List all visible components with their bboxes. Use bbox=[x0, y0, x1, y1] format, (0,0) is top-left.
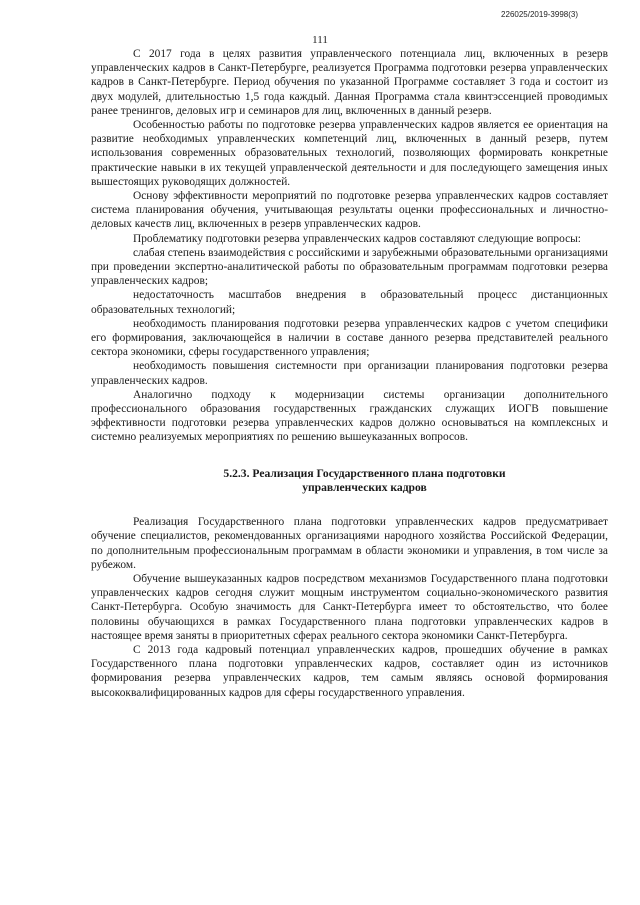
section-heading-line-2: управленческих кадров bbox=[302, 480, 427, 494]
list-item: недостаточность масштабов внедрения в образовательный процесс дистанционных образовательных технологий; bbox=[91, 289, 608, 316]
paragraph: Обучение вышеуказанных кадров посредством механизмов Государственного плана подготовки управленческих кадров сегодня служит мощным инструментом социально-экономического развития Санкт-Петербурга. Особую значимость для Санкт-Петербурга имеет то обстоятельство, что более половины обучающихся в рамках Государственного плана подготовки управленческих кадров в настоящее время заняты в приоритетных сферах реального сектора экономики Санкт-Петербурга. bbox=[91, 572, 608, 642]
paragraph: Реализация Государственного плана подготовки управленческих кадров предусматривает обучение специалистов, рекомендованных организациями народного хозяйства Российской Федерации, по дополнительным профессиональным программам в области экономики и управления, в том числе за рубежом. bbox=[91, 516, 608, 571]
paragraph: С 2013 года кадровый потенциал управленческих кадров, прошедших обучение в рамках Государственного плана подготовки управленческих кадров, составляет один из источников формирования резерва управленческих кадров, тем самым являясь основой формирования высококвалифицированных кадров для сферы государственного управления. bbox=[91, 643, 608, 699]
paragraph: Основу эффективности мероприятий по подготовке резерва управленческих кадров составляет система планирования обучения, учитывающая результаты оценки профессиональных и личностно-деловых качеств лиц, включенных в резерв управленческих кадров. bbox=[91, 190, 608, 231]
page-number: 111 bbox=[312, 34, 328, 46]
paragraph: Особенностью работы по подготовке резерва управленческих кадров является ее ориентация на развитие необходимых управленческих компетенций лиц, включенных в данный резерв, путем использования современных образовательных технологий, позволяющих формировать конкретные практические навыки в их текущей управленческой деятельности и для последующего замещения иных вышестоящих руководящих должностей. bbox=[91, 119, 608, 188]
list-item: слабая степень взаимодействия с российскими и зарубежными образовательными организациями при проведении экспертно-аналитической работы по образовательным программам подготовки резерва управленческих кадров; bbox=[91, 246, 608, 288]
document-body bbox=[91, 47, 608, 700]
section-heading bbox=[91, 467, 608, 495]
paragraph: Проблематику подготовки резерва управленческих кадров составляют следующие вопросы: bbox=[133, 232, 581, 245]
section-heading-line-1: 5.2.3. Реализация Государственного плана подготовки bbox=[223, 466, 506, 480]
paragraph: С 2017 года в целях развития управленческого потенциала лиц, включенных в резерв управленческих кадров в Санкт-Петербурге, реализуется Программа подготовки резерва управленческих кадров в Санкт-Петербурге. Период обучения по указанной Программе составляет 3 года и состоит из двух модулей, длительностью 1,5 года каждый. Данная Программа стала квинтэссенцией проводимых ранее тренингов, деловых игр и семинаров для лиц, включенных в данный резерв. bbox=[91, 48, 608, 117]
list-item: необходимость планирования подготовки резерва управленческих кадров с учетом специфики его формирования, заключающейся в наличии в составе данного резерва представителей реального сектора экономики, сферы государственного управления; bbox=[91, 317, 608, 359]
list-item: необходимость повышения системности при организации планирования подготовки резерва управленческих кадров. bbox=[91, 360, 608, 387]
document-id: 226025/2019-3998(3) bbox=[501, 10, 578, 19]
paragraph: Аналогично подходу к модернизации системы организации дополнительного профессионального образования государственных гражданских служащих ИОГВ повышение эффективности подготовки резерва управленческих кадров должно основываться на комплексных и системно реализуемых мероприятиях по решению вышеуказанных вопросов. bbox=[91, 388, 608, 444]
